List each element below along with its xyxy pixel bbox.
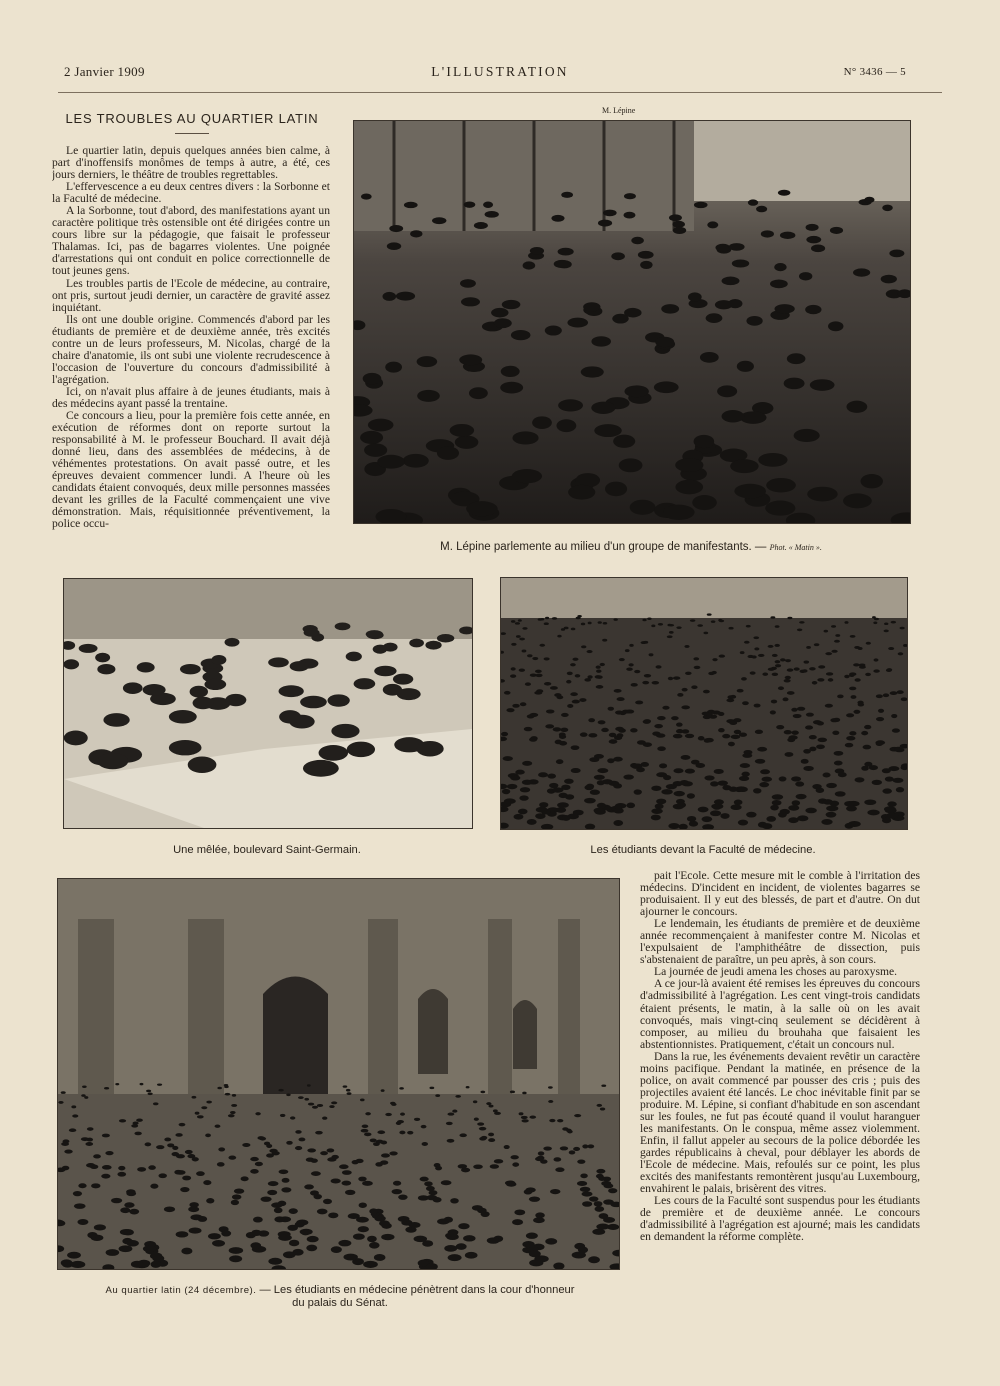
photo-faculte-image (501, 578, 907, 829)
caption-senat-date: Au quartier latin (24 décembre). (105, 1285, 257, 1296)
issue-date: 2 Janvier 1909 (64, 64, 145, 79)
article-paragraph: Ce concours a lieu, pour la première fois cette année, en exécution de réformes dont on reporte surtout la responsabilité à M. le professeur Bouchard. Il avait déjà donné lieu, dans des assemblées de médecins, à de véhémentes protestations. On avait passé outre, et les épreuves devaient commencer lundi. A l'heure où les candidats étaient convoqués, deux mille personnes massées devant les grilles de la Faculté commençaient une vive démonstration. Mais, réquisitionnée préventivement, la police occu- (52, 409, 330, 531)
caption-faculte: Les étudiants devant la Faculté de médecine. (590, 844, 816, 856)
caption-lepine (353, 541, 909, 554)
caption-lepine-text: M. Lépine parlemente au milieu d'un groupe de manifestants. — (440, 541, 767, 553)
issue-number: N° 3436 — 5 (843, 66, 906, 78)
article-paragraph: L'effervescence a eu deux centres divers : la Sorbonne et la Faculté de médecine. (52, 180, 330, 206)
photo-melee-image (64, 579, 472, 828)
photo-lepine-crowd (353, 120, 911, 524)
photo-lepine-image (354, 121, 910, 523)
article-paragraph: Le lendemain, les étudiants de première et de deuxième année recommençaient à manifester contre M. Nicolas et l'expulsaient de l'amphithéâtre de dissection, puis s'abstenaient de paraître, un peu après, à son cours. (640, 917, 920, 967)
photo-credit: Phot. « Matin ». (769, 543, 822, 552)
caption-senat (100, 1284, 580, 1310)
publication-title: L'ILLUSTRATION (431, 64, 569, 79)
photo-faculte (500, 577, 908, 830)
caption-senat-text: — Les étudiants en médecine pénètrent dans la cour d'honneur du palais du Sénat. (256, 1284, 575, 1309)
article-column-right (640, 870, 920, 1312)
photo-top-label: M. Lépine (602, 106, 636, 115)
article-paragraph: Dans la rue, les événements devaient revêtir un caractère moins pacifique. Pendant la matinée, en présence de la police, on avait commencé par pousser des cris ; puis des projectiles avaient été lancés. Le choc inévitable finit par se produire. M. Lépine, si confiant d'habitude en son ascendant sur les foules, ne fut pas écouté quand il voulut haranguer les manifestants. On le conspua, même assez violemment. Enfin, il fallut appeler au secours de la police débordée les gardes républicains à cheval, pour déblayer les abords de l'Ecole de médecine. Mais, refoulés sur ce point, les plus excités des manifestants remontèrent jusqu'au Luxembourg, envahirent le palais, brisèrent des vitres. (640, 1049, 920, 1196)
article-title: LES TROUBLES AU QUARTIER LATIN (65, 111, 319, 126)
article-column-left (52, 145, 330, 563)
caption-melee: Une mêlée, boulevard Saint-Germain. (173, 844, 361, 856)
article-paragraph: pait l'Ecole. Cette mesure mit le comble à l'irritation des médecins. D'incident en incident, de violentes bagarres se produisaient. Il y eut des blessés, de part et d'autre. On dut ajourner le concours. (640, 870, 920, 919)
article-paragraph: A ce jour-là avaient été remises les épreuves du concours d'admissibilité à l'agrégation. Les cent vingt-trois candidats étaient présents, le matin, à la salle où on les avait convoqués, mais vingt-cinq seulement se décidèrent à composer, au milieu du brouhaha que faisaient les abstentionnistes. Pratiquement, c'était un concours nul. (640, 977, 920, 1051)
article-paragraph: Les troubles partis de l'Ecole de médecine, au contraire, ont pris, surtout jeudi dernier, un caractère de gravité assez inquiétant. (52, 276, 330, 314)
article-paragraph: Ils ont une double origine. Commencés d'abord par les étudiants de première et de deuxième année, très excités contre un de leurs professeurs, M. Nicolas, chargé de la chaire d'anatomie, ils ont subi une violente recrudescence à l'occasion de l'ouverture du concours d'admissibilité à l'agrégation. (52, 312, 330, 386)
article-paragraph: Ici, on n'avait plus affaire à de jeunes étudiants, mais à des médecins ayant passé la trentaine. (52, 384, 330, 410)
article-paragraph: La journée de jeudi amena les choses au paroxysme. (654, 965, 898, 979)
title-divider (175, 133, 209, 134)
photo-senat (57, 878, 620, 1270)
article-paragraph: Le quartier latin, depuis quelques années bien calme, à part d'inoffensifs monômes de temps à autre, a été, ces jours derniers, le théâtre de troubles regrettables. (52, 145, 330, 182)
article-paragraph: Les cours de la Faculté sont suspendus pour les étudiants de première et de deuxième année. Le concours d'admissibilité à l'agrégation est ajourné; mais les candidats en demandent la réforme complète. (640, 1194, 920, 1244)
photo-melee (63, 578, 473, 829)
header-rule (58, 92, 942, 93)
photo-senat-image (58, 879, 619, 1269)
article-paragraph: A la Sorbonne, tout d'abord, des manifestations ayant un caractère politique très ostensible ont été dirigées contre un cours libre sur la pédagogie, que faisait le professeur Thalamas. Ici, pas de bagarres violentes. Une poignée d'arrestations qui ont conduit en police correctionnelle de tout jeunes gens. (52, 204, 330, 278)
